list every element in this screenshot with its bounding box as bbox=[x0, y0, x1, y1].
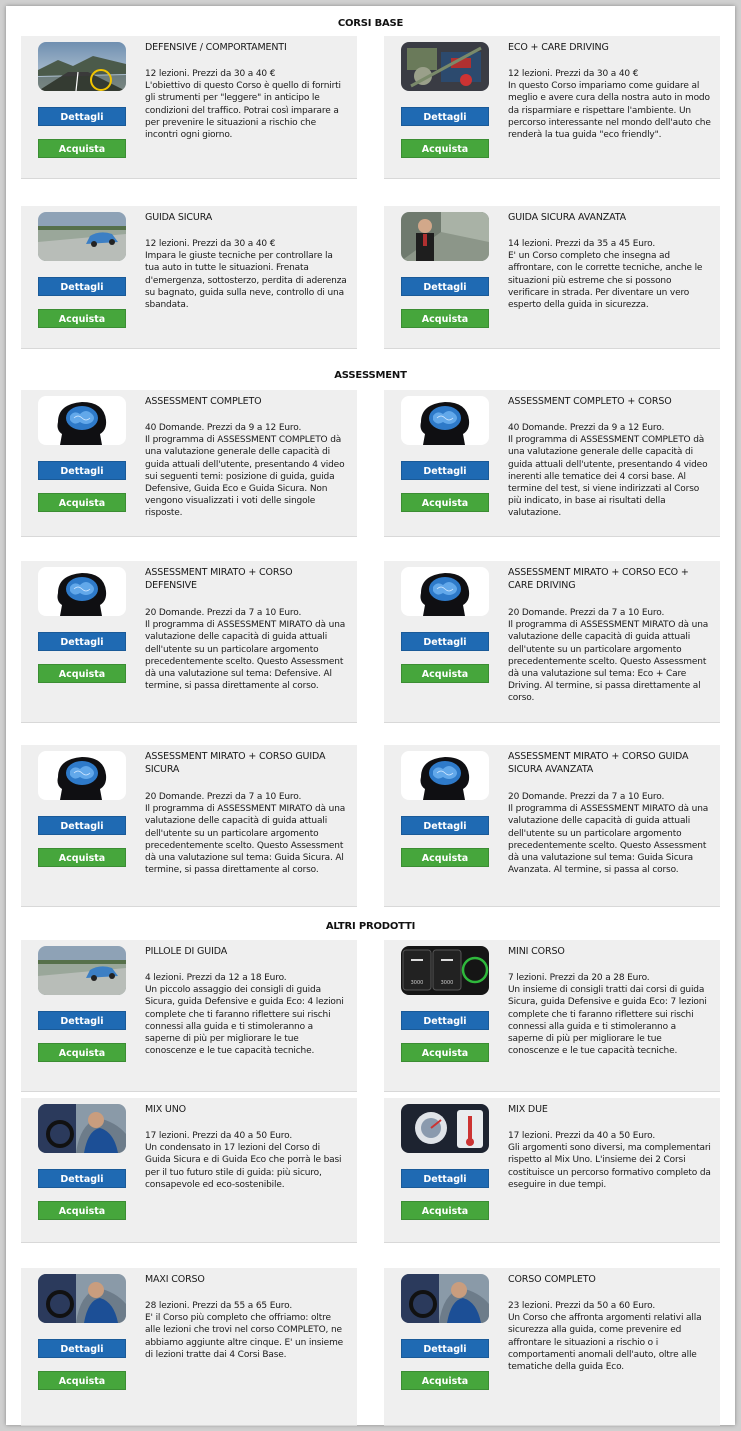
buy-button[interactable]: Acquista bbox=[38, 1201, 126, 1220]
product-card bbox=[384, 206, 720, 349]
card-description: 20 Domande. Prezzi da 7 a 10 Euro. Il programma di ASSESSMENT MIRATO dà una valutazione delle capacità di guida attuali dell'utente su un particolare argomento precedentemente scelto. Questo Assessment dà una valutazione sul tema: Defensive. Al termine, si passa direttamente al corso. bbox=[145, 608, 346, 692]
brain-image[interactable] bbox=[38, 567, 126, 616]
product-card bbox=[384, 390, 720, 537]
card-description: 14 lezioni. Prezzi da 35 a 45 Euro. E' un Corso completo che insegna ad affrontare, con le corrette tecniche, anche le situazioni più estreme che si possono verificare in strada. Per diventare un vero esperto della guida in sicurezza. bbox=[508, 239, 703, 311]
card-description: 7 lezioni. Prezzi da 20 a 28 Euro. Un insieme di consigli tratti dai corsi di guida Sicura, guida Defensive e guida Eco: 7 lezioni complete che ti faranno riflettere sui rischi connessi alla guida e ti stimoleranno a saperne di più per migliorare le tue conoscenze e le tue capacità tecniche. bbox=[508, 973, 707, 1057]
buy-button[interactable]: Acquista bbox=[401, 139, 489, 158]
brain-image[interactable] bbox=[38, 751, 126, 800]
card-description: 17 lezioni. Prezzi da 40 a 50 Euro. Un condensato in 17 lezioni del Corso di Guida Sicura e di Guida Eco che porrà le basi per il tuo futuro stile di guida: più sicuro, consapevole ed eco-sostenibile. bbox=[145, 1131, 342, 1190]
product-card bbox=[384, 561, 720, 723]
driver-image[interactable] bbox=[38, 1104, 126, 1153]
details-button[interactable]: Dettagli bbox=[38, 1339, 126, 1358]
buy-button[interactable]: Acquista bbox=[38, 493, 126, 512]
page bbox=[6, 6, 735, 1425]
details-button[interactable]: Dettagli bbox=[401, 277, 489, 296]
details-button[interactable]: Dettagli bbox=[401, 816, 489, 835]
product-card bbox=[384, 1098, 720, 1243]
details-button[interactable]: Dettagli bbox=[38, 1169, 126, 1188]
product-card bbox=[21, 1268, 357, 1426]
instructor-image[interactable] bbox=[401, 212, 489, 261]
details-button[interactable]: Dettagli bbox=[38, 632, 126, 651]
buy-button[interactable]: Acquista bbox=[401, 848, 489, 867]
section-title-altri-prodotti: ALTRI PRODOTTI bbox=[325, 921, 416, 932]
card-description: 28 lezioni. Prezzi da 55 a 65 Euro. E' il Corso più completo che offriamo: oltre alle lezioni che trovi nel corso COMPLETO, ne abbiamo aggiunte altre cinque. E' un insieme di lezioni tratte dai 4 Corsi Base. bbox=[145, 1301, 344, 1360]
card-description: 40 Domande. Prezzi da 9 a 12 Euro. Il programma di ASSESSMENT COMPLETO dà una valutazione generale delle capacità di guida attuali dell'utente, presentando 4 video sui seguenti temi: posizione di guida, guida Defensive, Guida Eco e Guida Sicura. Non vengono visualizzati i voti delle singole risposte. bbox=[145, 423, 345, 519]
card-title[interactable]: PILLOLE DI GUIDA bbox=[145, 946, 228, 957]
product-card bbox=[21, 940, 357, 1092]
buy-button[interactable]: Acquista bbox=[401, 1201, 489, 1220]
product-card bbox=[384, 745, 720, 907]
card-description: 20 Domande. Prezzi da 7 a 10 Euro. Il programma di ASSESSMENT MIRATO dà una valutazione delle capacità di guida attuali dell'utente su un particolare argomento precedentemente scelto. Questo Assessment dà una valutazione sul tema: Guida Sicura. Al termine, si passa direttamente al corso. bbox=[145, 792, 346, 876]
gauge-image[interactable] bbox=[401, 1104, 489, 1153]
card-description: 20 Domande. Prezzi da 7 a 10 Euro. Il programma di ASSESSMENT MIRATO dà una valutazione delle capacità di guida attuali dell'utente su un particolare argomento precedentemente scelto. Questo Assessment dà una valutazione sul tema: Eco + Care Driving. Al termine, si passa direttamente al corso. bbox=[508, 608, 709, 704]
card-description: 12 lezioni. Prezzi da 30 a 40 € In questo Corso impariamo come guidare al meglio e avere cura della nostra auto in modo da risparmiare e rispettare l'ambiente. Un percorso interessante nel mondo dell'auto che renderà la tua guida "eco friendly". bbox=[508, 69, 711, 141]
buy-button[interactable]: Acquista bbox=[38, 1043, 126, 1062]
card-title[interactable]: ASSESSMENT MIRATO + CORSO DEFENSIVE bbox=[145, 567, 293, 591]
brain-image[interactable] bbox=[38, 396, 126, 445]
card-description: 12 lezioni. Prezzi da 30 a 40 € L'obiettivo di questo Corso è quello di fornirti gli strumenti per "leggere" in anticipo le condizioni del traffico. Potrai così imparare a per prevenire le situazioni a rischio che incontri ogni giorno. bbox=[145, 69, 341, 141]
card-title[interactable]: CORSO COMPLETO bbox=[508, 1274, 596, 1285]
brain-image[interactable] bbox=[401, 567, 489, 616]
details-button[interactable]: Dettagli bbox=[38, 816, 126, 835]
buy-button[interactable]: Acquista bbox=[401, 1043, 489, 1062]
card-title[interactable]: DEFENSIVE / COMPORTAMENTI bbox=[145, 42, 287, 53]
driver-image[interactable] bbox=[38, 1274, 126, 1323]
section-title-assessment: ASSESSMENT bbox=[334, 370, 407, 381]
product-card bbox=[21, 561, 357, 723]
details-button[interactable]: Dettagli bbox=[38, 107, 126, 126]
product-card bbox=[384, 940, 720, 1092]
card-title[interactable]: ASSESSMENT COMPLETO + CORSO bbox=[508, 396, 672, 407]
car-track-image[interactable] bbox=[38, 946, 126, 995]
engine-image[interactable] bbox=[401, 42, 489, 91]
card-title[interactable]: ECO + CARE DRIVING bbox=[508, 42, 609, 53]
product-card bbox=[384, 36, 720, 179]
card-title[interactable]: ASSESSMENT MIRATO + CORSO GUIDA SICURA AVANZATA bbox=[508, 751, 689, 775]
svg-text:3000: 3000 bbox=[440, 980, 454, 986]
details-button[interactable]: Dettagli bbox=[401, 632, 489, 651]
card-title[interactable]: MIX UNO bbox=[145, 1104, 187, 1115]
product-card bbox=[21, 1098, 357, 1243]
buy-button[interactable]: Acquista bbox=[401, 1371, 489, 1390]
details-button[interactable]: Dettagli bbox=[401, 1169, 489, 1188]
car-track-image[interactable] bbox=[38, 212, 126, 261]
buy-button[interactable]: Acquista bbox=[38, 848, 126, 867]
details-button[interactable]: Dettagli bbox=[401, 1011, 489, 1030]
details-button[interactable]: Dettagli bbox=[38, 461, 126, 480]
brain-image[interactable] bbox=[401, 751, 489, 800]
card-title[interactable]: GUIDA SICURA AVANZATA bbox=[508, 212, 627, 223]
section-title-corsi-base: CORSI BASE bbox=[337, 18, 404, 29]
details-button[interactable]: Dettagli bbox=[38, 277, 126, 296]
buy-button[interactable]: Acquista bbox=[38, 139, 126, 158]
card-description: 4 lezioni. Prezzi da 12 a 18 Euro. Un piccolo assaggio dei consigli di guida Sicura, guida Defensive e guida Eco: 4 lezioni complete che ti faranno riflettere sui rischi connessi alla guida e ti stimoleranno a saperne di più per migliorare le tue conoscenze e le tue capacità tecniche. bbox=[145, 973, 344, 1057]
buy-button[interactable]: Acquista bbox=[38, 1371, 126, 1390]
buy-button[interactable]: Acquista bbox=[38, 309, 126, 328]
driver-image[interactable] bbox=[401, 1274, 489, 1323]
details-button[interactable]: Dettagli bbox=[401, 461, 489, 480]
buy-button[interactable]: Acquista bbox=[38, 664, 126, 683]
svg-text:3000: 3000 bbox=[410, 980, 424, 986]
product-card bbox=[384, 1268, 720, 1426]
product-card bbox=[21, 745, 357, 907]
brain-image[interactable] bbox=[401, 396, 489, 445]
card-title[interactable]: ASSESSMENT COMPLETO bbox=[145, 396, 262, 407]
product-card bbox=[21, 36, 357, 179]
details-button[interactable]: Dettagli bbox=[401, 107, 489, 126]
card-title[interactable]: MIX DUE bbox=[508, 1104, 548, 1115]
card-description: 12 lezioni. Prezzi da 30 a 40 € Impara le giuste tecniche per controllare la tua auto in tutte le situazioni. Frenata d'emergenza, sottosterzo, perdita di aderenza su bagnato, guida sulla neve, controllo di una sbandata. bbox=[145, 239, 347, 311]
card-title[interactable]: ASSESSMENT MIRATO + CORSO ECO + CARE DRIVING bbox=[508, 567, 689, 591]
buy-button[interactable]: Acquista bbox=[401, 664, 489, 683]
details-button[interactable]: Dettagli bbox=[401, 1339, 489, 1358]
product-card bbox=[21, 206, 357, 349]
card-title[interactable]: ASSESSMENT MIRATO + CORSO GUIDA SICURA bbox=[145, 751, 326, 775]
buy-button[interactable]: Acquista bbox=[401, 309, 489, 328]
details-button[interactable]: Dettagli bbox=[38, 1011, 126, 1030]
card-description: 17 lezioni. Prezzi da 40 a 50 Euro. Gli argomenti sono diversi, ma complementari rispetto al Mix Uno. L'insieme dei 2 Corsi costituisce un percorso formativo completo da eseguire in due tempi. bbox=[508, 1131, 711, 1190]
card-title[interactable]: MINI CORSO bbox=[508, 946, 565, 957]
product-card bbox=[21, 390, 357, 537]
card-title[interactable]: GUIDA SICURA bbox=[145, 212, 213, 223]
buy-button[interactable]: Acquista bbox=[401, 493, 489, 512]
road-image[interactable] bbox=[38, 42, 126, 91]
card-description: 40 Domande. Prezzi da 9 a 12 Euro. Il programma di ASSESSMENT COMPLETO dà una valutazione generale delle capacità di guida attuali dell'utente, presentando 4 video inerenti alle tematice dei 4 corsi base. Al termine del test, si viene indirizzati al Corso più indicato, in base ai risultati della valutazione. bbox=[508, 423, 708, 519]
card-description: 20 Domande. Prezzi da 7 a 10 Euro. Il programma di ASSESSMENT MIRATO dà una valutazione delle capacità di guida attuali dell'utente su un particolare argomento precedentemente scelto. Questo Assessment dà una valutazione sul tema: Guida Sicura Avanzata. Al termine, si passa al corso. bbox=[508, 792, 709, 876]
card-description: 23 lezioni. Prezzi da 50 a 60 Euro. Un Corso che affronta argomenti relativi alla sicurezza alla guida, come prevenire ed affrontare le situazioni a rischio o i comportamenti anomali dell'auto, oltre alle tematiche della guida Eco. bbox=[508, 1301, 702, 1373]
dashboard-image[interactable] bbox=[401, 946, 489, 995]
card-title[interactable]: MAXI CORSO bbox=[145, 1274, 205, 1285]
